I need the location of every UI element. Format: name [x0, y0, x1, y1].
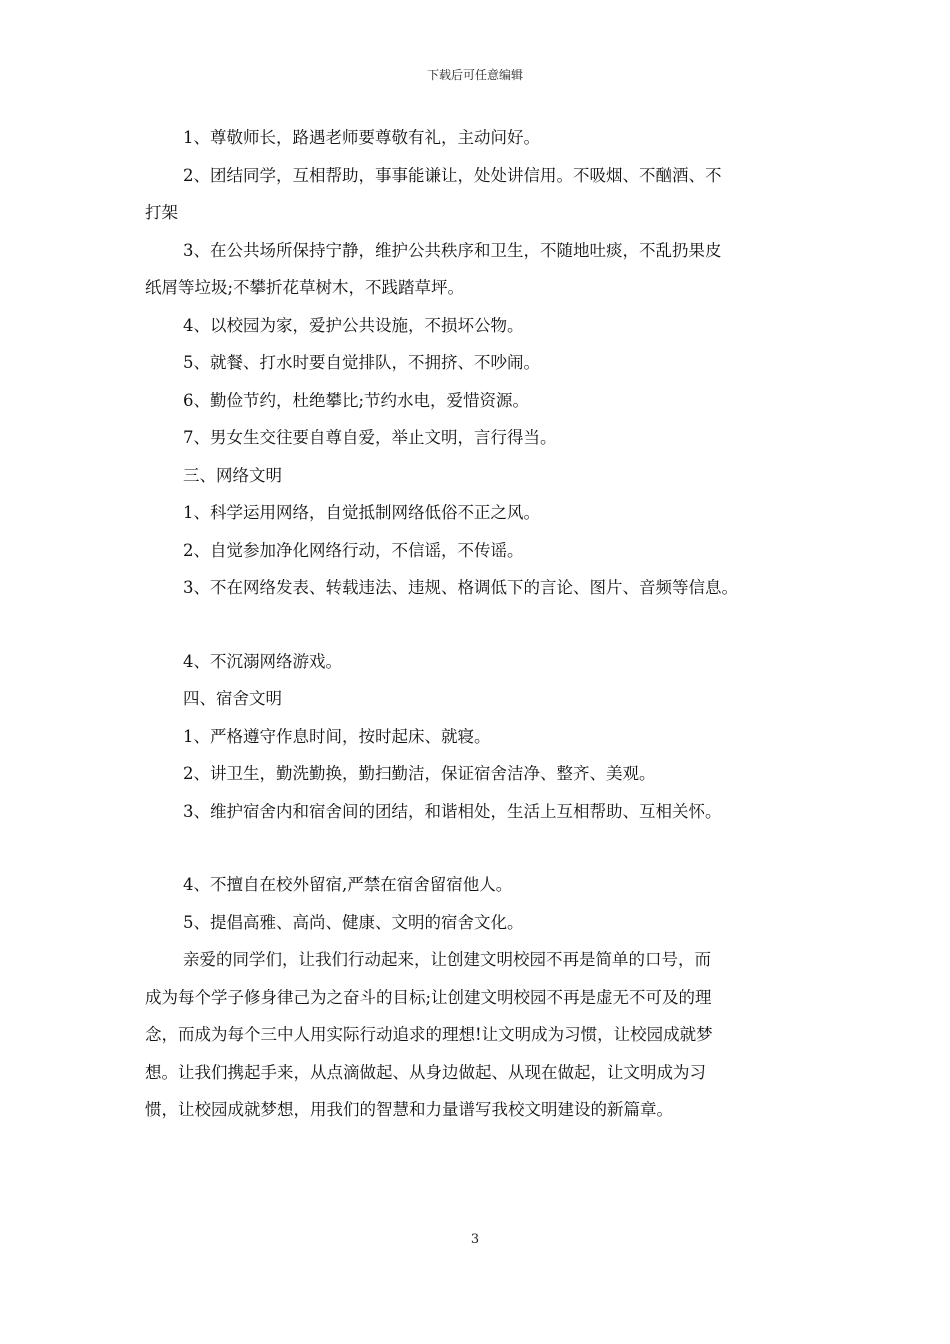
blank-line — [145, 607, 825, 643]
paragraph-line: 3、维护宿舍内和宿舍间的团结，和谐相处，生活上互相帮助、互相关怀。 — [183, 801, 722, 821]
section-heading: 四、宿舍文明 — [183, 689, 282, 708]
paragraph-line: 1、科学运用网络，自觉抵制网络低俗不正之风。 — [183, 503, 540, 522]
paragraph-line: 3、不在网络发表、转载违法、违规、格调低下的言论、图片、音频等信息。 — [183, 578, 738, 597]
paragraph-line: 4、不擅自在校外留宿,严禁在宿舍留宿他人。 — [183, 875, 513, 894]
paragraph-line: 打架 — [145, 203, 178, 222]
paragraph-line: 1、尊敬师长，路遇老师要尊敬有礼，主动问好。 — [183, 128, 540, 147]
section-heading: 三、网络文明 — [183, 465, 282, 485]
paragraph-line: 2、自觉参加净化网络行动，不信谣，不传谣。 — [183, 540, 524, 560]
paragraph-line: 成为每个学子修身律己为之奋斗的目标;让创建文明校园不再是虚无不可及的理 — [145, 987, 712, 1007]
paragraph-line: 2、团结同学，互相帮助，事事能谦让，处处讲信用。不吸烟、不酗酒、不 — [183, 165, 722, 185]
paragraph-line: 4、不沉溺网络游戏。 — [183, 651, 342, 671]
paragraph-line: 6、勤俭节约，杜绝攀比;节约水电，爱惜资源。 — [183, 390, 530, 410]
paragraph-line: 亲爱的同学们，让我们行动起来，让创建文明校园不再是简单的口号，而 — [183, 950, 711, 969]
blank-line — [145, 830, 825, 866]
paragraph-line: 想。让我们携起手来，从点滴做起、从身边做起、从现在做起，让文明成为习 — [145, 1062, 706, 1082]
paragraph-line: 7、男女生交往要自尊自爱，举止文明，言行得当。 — [183, 428, 557, 447]
paragraph-line: 5、提倡高雅、高尚、健康、文明的宿舍文化。 — [183, 912, 524, 932]
paragraph-line: 1、严格遵守作息时间，按时起床、就寝。 — [183, 726, 491, 746]
page-header: 下载后可任意编辑 — [426, 68, 523, 82]
document-body — [145, 119, 825, 1129]
paragraph-line: 2、讲卫生，勤洗勤换，勤扫勤洁，保证宿舍洁净、整齐、美观。 — [183, 764, 656, 783]
paragraph-line: 3、在公共场所保持宁静，维护公共秩序和卫生，不随地吐痰，不乱扔果皮 — [183, 240, 722, 260]
paragraph-line: 5、就餐、打水时要自觉排队，不拥挤、不吵闹。 — [183, 353, 540, 372]
paragraph-line: 4、以校园为家，爱护公共设施，不损坏公物。 — [183, 315, 524, 335]
paragraph-line: 惯，让校园成就梦想，用我们的智慧和力量谱写我校文明建设的新篇章。 — [145, 1100, 673, 1119]
page-number: 3 — [470, 1232, 480, 1247]
paragraph-line: 念，而成为每个三中人用实际行动追求的理想!让文明成为习惯，让校园成就梦 — [145, 1025, 713, 1044]
paragraph-line: 纸屑等垃圾;不攀折花草树木，不践踏草坪。 — [145, 278, 465, 297]
